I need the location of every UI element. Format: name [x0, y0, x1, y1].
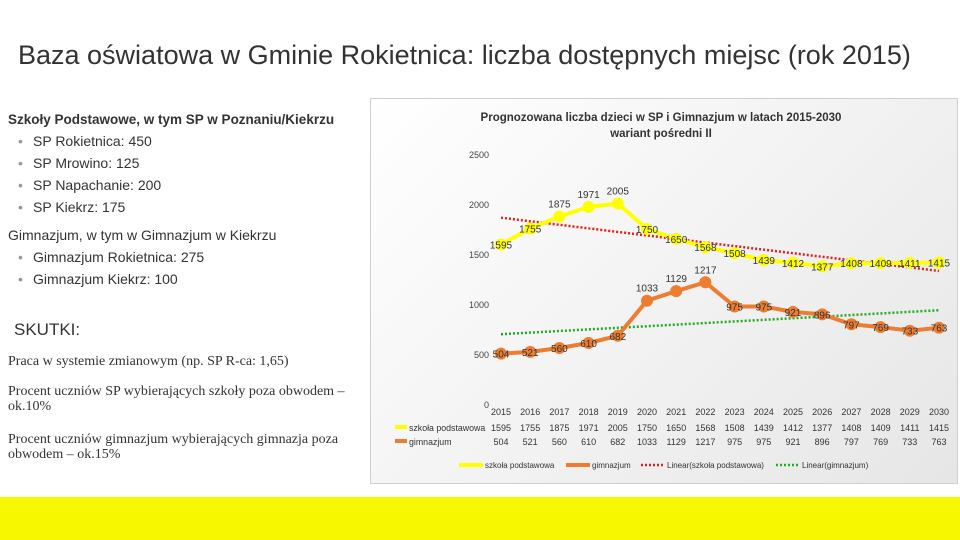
table-cell: 921	[785, 437, 801, 447]
primary-schools-heading: Szkoły Podstawowe, w tym SP w Poznaniu/Kiekrzu	[8, 112, 335, 127]
x-tick-label: 2028	[870, 407, 891, 417]
list-item: • Gimnazjum Kiekrz: 100	[8, 268, 370, 290]
table-cell: 1129	[666, 437, 686, 447]
facility-list	[8, 112, 370, 290]
x-tick-label: 2024	[753, 407, 774, 417]
list-item: • SP Rokietnica: 450	[8, 130, 370, 152]
data-label: 1439	[752, 256, 775, 268]
data-label: 1568	[694, 243, 717, 255]
x-tick-label: 2015	[490, 407, 512, 417]
data-label: 2005	[606, 186, 629, 198]
table-cell: 975	[756, 437, 772, 447]
data-label: 975	[726, 302, 743, 314]
data-label: 1409	[869, 259, 892, 271]
x-tick-label: 2019	[607, 407, 628, 417]
x-tick-label: 2016	[520, 407, 541, 417]
note-primary-out-of-district: Procent uczniów SP wybierających szkoły poza obwodem – ok.10%	[8, 384, 345, 414]
data-label: 1217	[694, 265, 717, 277]
data-label: 733	[901, 326, 919, 338]
x-tick-label: 2027	[841, 407, 862, 417]
chart-panel	[370, 98, 958, 484]
table-cell: 504	[493, 437, 509, 447]
data-label: 521	[521, 347, 539, 359]
table-cell: 1377	[812, 423, 833, 433]
table-cell: 1415	[928, 423, 950, 433]
x-tick-label: 2025	[782, 407, 804, 417]
table-cell: 1595	[490, 423, 512, 433]
table-cell: 521	[522, 437, 538, 447]
data-point	[699, 276, 711, 288]
data-point	[670, 285, 682, 297]
legend-label: Linear(gimnazjum)	[802, 461, 869, 470]
data-label: 1971	[577, 189, 600, 201]
table-cell: 2005	[607, 423, 628, 433]
primary-schools-list	[8, 130, 370, 218]
y-tick-label: 500	[473, 350, 489, 360]
skutki-heading: SKUTKI:	[14, 320, 81, 339]
y-tick-label: 2500	[468, 150, 489, 160]
y-tick-label: 1500	[468, 250, 489, 260]
x-tick-label: 2021	[666, 407, 687, 417]
table-cell: 1408	[841, 423, 862, 433]
data-label: 763	[930, 323, 948, 335]
chart-title: wariant pośredni II	[610, 128, 712, 140]
table-cell: 763	[931, 437, 947, 447]
legend-label: szkoła podstawowa	[485, 461, 555, 470]
table-cell: 1508	[724, 423, 745, 433]
x-tick-label: 2020	[636, 407, 658, 417]
table-cell: 733	[902, 437, 918, 447]
table-cell: 610	[581, 437, 597, 447]
data-label: 975	[755, 302, 773, 314]
legend-label: Linear(szkoła podstawowa)	[667, 461, 764, 470]
data-label: 797	[843, 320, 860, 332]
series-line	[501, 282, 939, 353]
note-shift-work: Praca w systemie zmianowym (np. SP R-ca: 1,65)	[8, 354, 289, 369]
table-cell: 896	[814, 437, 830, 447]
data-label: 560	[551, 344, 568, 355]
gymnasium-list	[8, 246, 370, 290]
data-label: 1750	[635, 225, 659, 236]
table-cell: 1412	[782, 423, 804, 433]
table-cell: 1033	[636, 437, 658, 447]
data-label: 921	[784, 307, 802, 319]
chart-title: Prognozowana liczba dzieci w SP i Gimnazjum w latach 2015-2030	[480, 112, 842, 124]
data-label: 1129	[665, 274, 687, 286]
data-label: 1508	[723, 249, 746, 261]
table-cell: 1411	[900, 423, 920, 433]
table-cell: 1568	[695, 423, 716, 433]
data-label: 1415	[927, 258, 951, 270]
data-label: 1033	[635, 283, 659, 295]
data-label: 769	[872, 323, 889, 335]
table-cell: 1755	[520, 423, 541, 433]
data-label: 1411	[899, 258, 921, 270]
x-tick-label: 2017	[549, 407, 570, 417]
data-label: 504	[492, 349, 510, 361]
legend-label: gimnazjum	[592, 461, 631, 470]
table-cell: 1217	[695, 437, 716, 447]
note-gym-out-of-district: Procent uczniów gimnazjum wybierających gimnazja poza obwodem – ok.15%	[8, 432, 339, 462]
table-cell: 1971	[578, 423, 599, 433]
y-tick-label: 0	[483, 400, 489, 410]
data-label: 1595	[489, 240, 513, 252]
data-label: 1377	[811, 262, 834, 274]
table-cell: 1875	[549, 423, 570, 433]
x-tick-label: 2022	[695, 407, 716, 417]
list-item: • SP Mrowino: 125	[8, 152, 370, 174]
y-tick-label: 1000	[468, 300, 489, 310]
slide-title: Baza oświatowa w Gminie Rokietnica: liczba dostępnych miejsc (rok 2015)	[18, 40, 911, 70]
data-point	[583, 201, 595, 213]
data-label: 1412	[781, 258, 805, 270]
data-label: 1650	[665, 235, 688, 246]
series-line	[501, 204, 939, 267]
data-label: 610	[580, 339, 597, 350]
data-point	[553, 211, 565, 223]
table-row-label: gimnazjum	[409, 437, 452, 447]
forecast-chart	[371, 99, 957, 483]
table-cell: 1650	[666, 423, 687, 433]
table-cell: 560	[551, 437, 567, 447]
table-cell: 682	[610, 437, 626, 447]
x-tick-label: 2018	[578, 407, 599, 417]
x-tick-label: 2023	[724, 407, 745, 417]
x-tick-label: 2030	[928, 407, 950, 417]
table-cell: 975	[727, 437, 743, 447]
table-cell: 1439	[753, 423, 774, 433]
list-item: • SP Kiekrz: 175	[8, 196, 370, 218]
table-cell: 1750	[636, 423, 658, 433]
list-item: • SP Napachanie: 200	[8, 174, 370, 196]
table-cell: 1409	[870, 423, 891, 433]
table-cell: 769	[873, 437, 889, 447]
gymnasium-heading: Gimnazjum, w tym w Gimnazjum w Kiekrzu	[8, 227, 277, 243]
y-tick-label: 2000	[468, 200, 489, 210]
table-cell: 797	[843, 437, 859, 447]
list-item: • Gimnazjum Rokietnica: 275	[8, 246, 370, 268]
data-label: 1408	[840, 259, 863, 271]
table-row-label: szkoła podstawowa	[409, 423, 486, 433]
data-label: 682	[609, 331, 627, 343]
data-label: 1755	[519, 224, 542, 236]
x-tick-label: 2029	[899, 407, 920, 417]
data-point	[641, 295, 653, 307]
data-point	[612, 198, 624, 210]
data-label: 1875	[548, 199, 571, 211]
footer-bar	[0, 497, 960, 540]
data-label: 896	[813, 310, 831, 322]
x-tick-label: 2026	[812, 407, 833, 417]
